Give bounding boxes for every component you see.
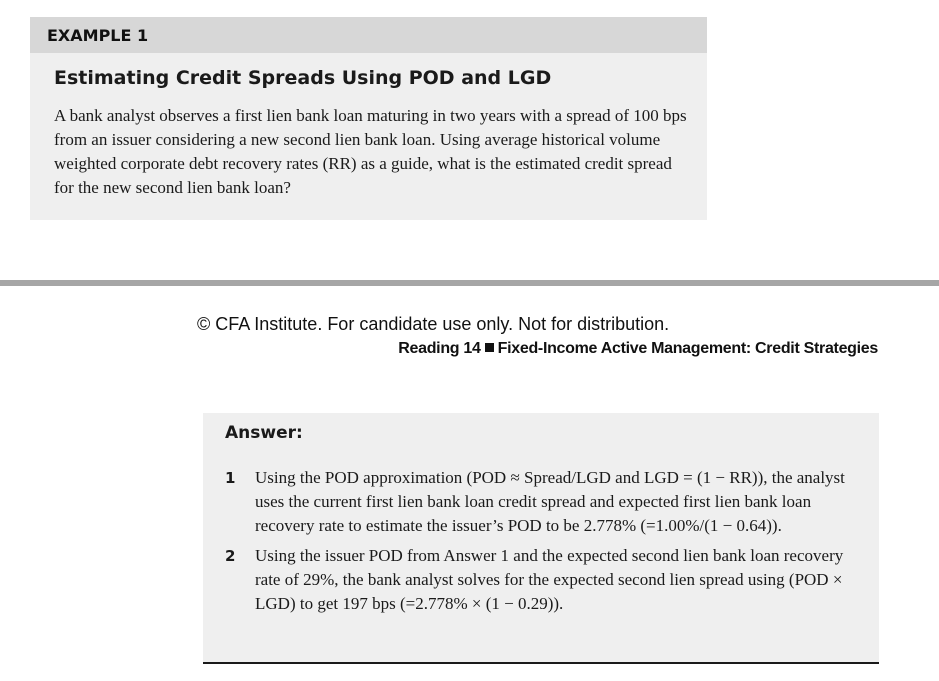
answer-item-1	[225, 466, 865, 538]
example-header: EXAMPLE 1	[30, 17, 707, 53]
example-question-text: A bank analyst observes a first lien bank loan maturing in two years with a spread of 100 bps from an issuer considering a new second lien bank loan. Using average historical volume weighted corporate debt recovery rates (RR) as a guide, what is the estimated credit spread for the new second lien bank loan?	[54, 106, 687, 197]
answer-text: Using the issuer POD from Answer 1 and the expected second lien bank loan recovery rate of 29%, the bank analyst solves for the expected second lien spread using (POD × LGD) to get 197 bps (=2.778% × (1 − 0.29)).	[255, 546, 844, 613]
running-head	[398, 340, 878, 358]
answer-number: 2	[225, 547, 236, 565]
example-title: Estimating Credit Spreads Using POD and LGD	[54, 67, 552, 89]
chapter-title: Fixed-Income Active Management: Credit Strategies	[497, 340, 878, 357]
example-box	[30, 17, 707, 220]
answer-item-2	[225, 544, 865, 616]
answer-list	[225, 466, 865, 616]
reading-number: Reading 14	[398, 340, 481, 357]
answer-number: 1	[225, 469, 236, 487]
answer-box	[203, 413, 879, 662]
answer-bottom-rule	[203, 662, 879, 664]
square-separator-icon	[485, 343, 494, 352]
answer-label: Answer:	[225, 423, 303, 443]
answer-text: Using the POD approximation (POD ≈ Spread/LGD and LGD = (1 − RR)), the analyst uses the current first lien bank loan credit spread and expected first lien bank loan recovery rate to estimate the issuer’s POD to be 2.778% (=1.00%/(1 − 0.64)).	[255, 468, 845, 535]
copyright-notice: © CFA Institute. For candidate use only. Not for distribution.	[197, 314, 670, 334]
page-divider	[0, 280, 939, 286]
